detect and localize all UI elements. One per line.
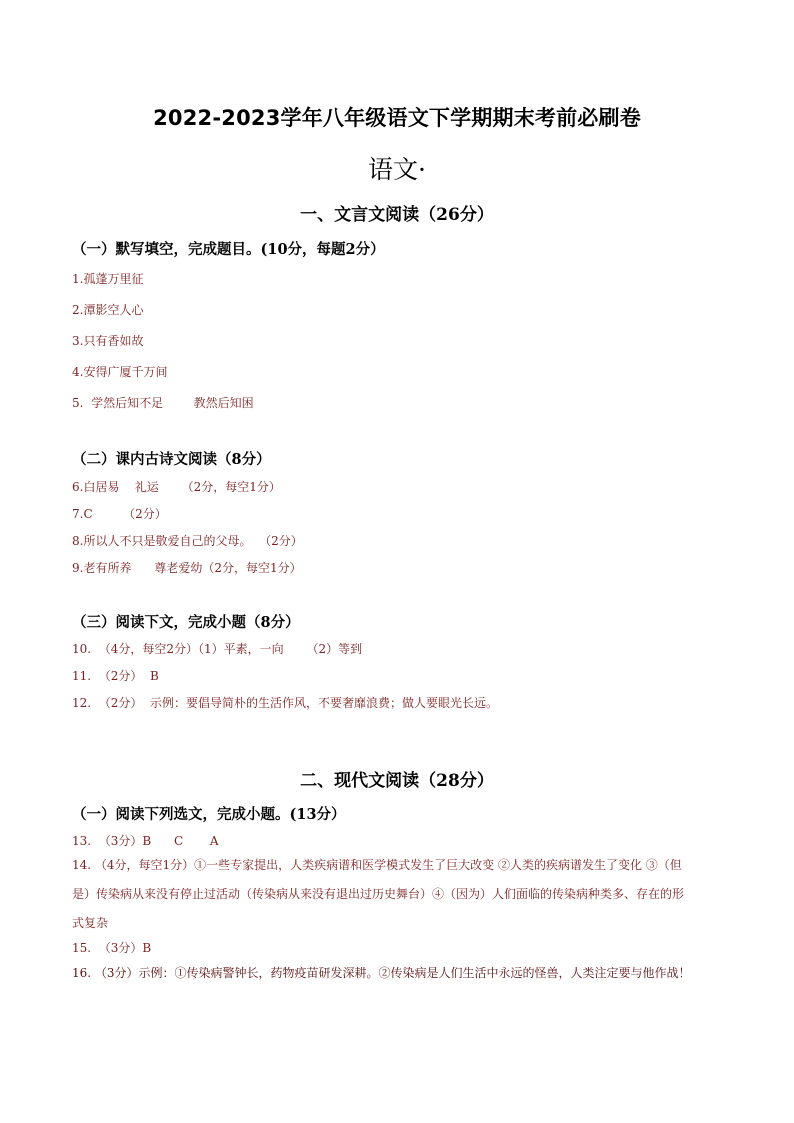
subject-heading: 语文·	[368, 155, 426, 184]
answer-item: 11. （2分） B	[72, 669, 159, 683]
document-title: 2022-2023学年八年级语文下学期期末考前必刷卷	[153, 106, 641, 130]
answer-item: 5. 学然后知不足 教然后知困	[72, 396, 254, 410]
answer-item: 7.C （2分）	[72, 507, 167, 521]
answer-item-long: 16. （3分）示例：①传染病警钟长，药物疫苗研发深耕。②传染病是人们生活中永远的怪兽，人类注定要与他作战！	[72, 966, 691, 980]
answer-item: 13. （3分）B C A	[72, 834, 219, 848]
answer-item-long: 14. （4分，每空1分）①一些专家提出，人类疾病谱和医学模式发生了巨大改变 ②人类的疾病谱发生了变化 ③（但是）传染病从来没有停止过活动（传染病从来没有退出过历史舞台）④（因为）人们面临的传染病种类多、存在的形式复杂	[72, 858, 685, 930]
answer-item: 10. （4分，每空2分）（1）平素，一向 （2）等到	[72, 642, 363, 656]
answer-item: 9.老有所养 尊老爱幼（2分，每空1分）	[72, 561, 302, 575]
answer-item: 12. （2分） 示例：要倡导简朴的生活作风，不要奢靡浪费；做人要眼光长远。	[72, 696, 498, 710]
section-heading-2: 二、现代文阅读（28分）	[300, 771, 494, 791]
subsection-heading-1-3: （三）阅读下文，完成小题（8分）	[72, 614, 300, 631]
subsection-heading-2-1: （一）阅读下列选文，完成小题。(13分）	[72, 806, 346, 823]
subsection-heading-1-1: （一）默写填空，完成题目。(10分，每题2分）	[72, 241, 385, 258]
answer-item: 4.安得广厦千万间	[72, 365, 168, 379]
answer-item: 6.白居易 礼运 （2分，每空1分）	[72, 480, 281, 494]
answer-item: 1.孤蓬万里征	[72, 272, 144, 286]
section-heading-1: 一、文言文阅读（26分）	[300, 205, 494, 225]
answer-item: 2.潭影空人心	[72, 303, 144, 317]
subsection-heading-1-2: （二）课内古诗文阅读（8分）	[72, 451, 271, 468]
answer-item: 3.只有香如故	[72, 334, 144, 348]
answer-item: 8.所以人不只是敬爱自己的父母。 （2分）	[72, 534, 303, 548]
answer-item: 15. （3分）B	[72, 941, 152, 955]
